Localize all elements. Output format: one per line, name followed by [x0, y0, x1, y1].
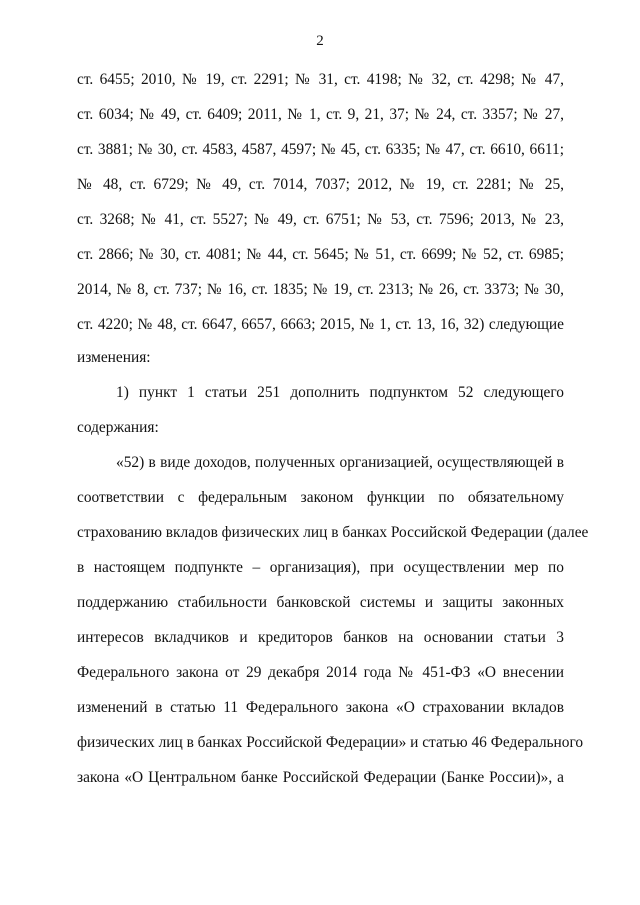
text-line-subitem-52-1: «52) в виде доходов, полученных организацией, осуществляющей в: [116, 454, 564, 471]
text-line-subitem-52-3: страхованию вкладов физических лиц в банках Российской Федерации (далее: [77, 524, 589, 541]
text-line-subitem-52-7: Федерального закона от 29 декабря 2014 года № 451-ФЗ «О внесении: [77, 664, 564, 681]
text-line-references-7: 2014, № 8, ст. 737; № 16, ст. 1835; № 19, ст. 2313; № 26, ст. 3373; № 30,: [77, 281, 564, 298]
text-line-subitem-52-9: физических лиц в банках Российской Федерации» и статью 46 Федерального: [77, 734, 584, 751]
text-line-references-4: № 48, ст. 6729; № 49, ст. 7014, 7037; 2012, № 19, ст. 2281; № 25,: [77, 176, 564, 193]
text-line-references-6: ст. 2866; № 30, ст. 4081; № 44, ст. 5645; № 51, ст. 6699; № 52, ст. 6985;: [77, 246, 564, 263]
text-line-references-8: ст. 4220; № 48, ст. 6647, 6657, 6663; 2015, № 1, ст. 13, 16, 32) следующие: [77, 316, 564, 333]
text-line-subitem-52-8: изменений в статью 11 Федерального закона «О страховании вкладов: [77, 699, 564, 716]
text-line-content-label: содержания:: [77, 419, 159, 436]
text-line-changes: изменения:: [77, 349, 151, 366]
text-line-subitem-52-5: поддержанию стабильности банковской системы и защиты законных: [77, 594, 564, 611]
page-number: 2: [316, 33, 324, 49]
text-line-subitem-52-10: закона «О Центральном банке Российской Федерации (Банке России)», а: [77, 769, 564, 786]
text-line-subitem-52-6: интересов вкладчиков и кредиторов банков на основании статьи 3: [77, 629, 564, 646]
text-line-references-1: ст. 6455; 2010, № 19, ст. 2291; № 31, ст. 4198; № 32, ст. 4298; № 47,: [77, 71, 564, 88]
text-line-references-3: ст. 3881; № 30, ст. 4583, 4587, 4597; № 45, ст. 6335; № 47, ст. 6610, 6611;: [77, 141, 564, 158]
text-line-references-5: ст. 3268; № 41, ст. 5527; № 49, ст. 6751; № 53, ст. 7596; 2013, № 23,: [77, 211, 564, 228]
text-line-item-1: 1) пункт 1 статьи 251 дополнить подпунктом 52 следующего: [116, 384, 564, 401]
text-line-references-2: ст. 6034; № 49, ст. 6409; 2011, № 1, ст. 9, 21, 37; № 24, ст. 3357; № 27,: [77, 106, 564, 123]
text-line-subitem-52-2: соответствии с федеральным законом функции по обязательному: [77, 489, 564, 506]
text-line-subitem-52-4: в настоящем подпункте – организация), при осуществлении мер по: [77, 559, 564, 576]
